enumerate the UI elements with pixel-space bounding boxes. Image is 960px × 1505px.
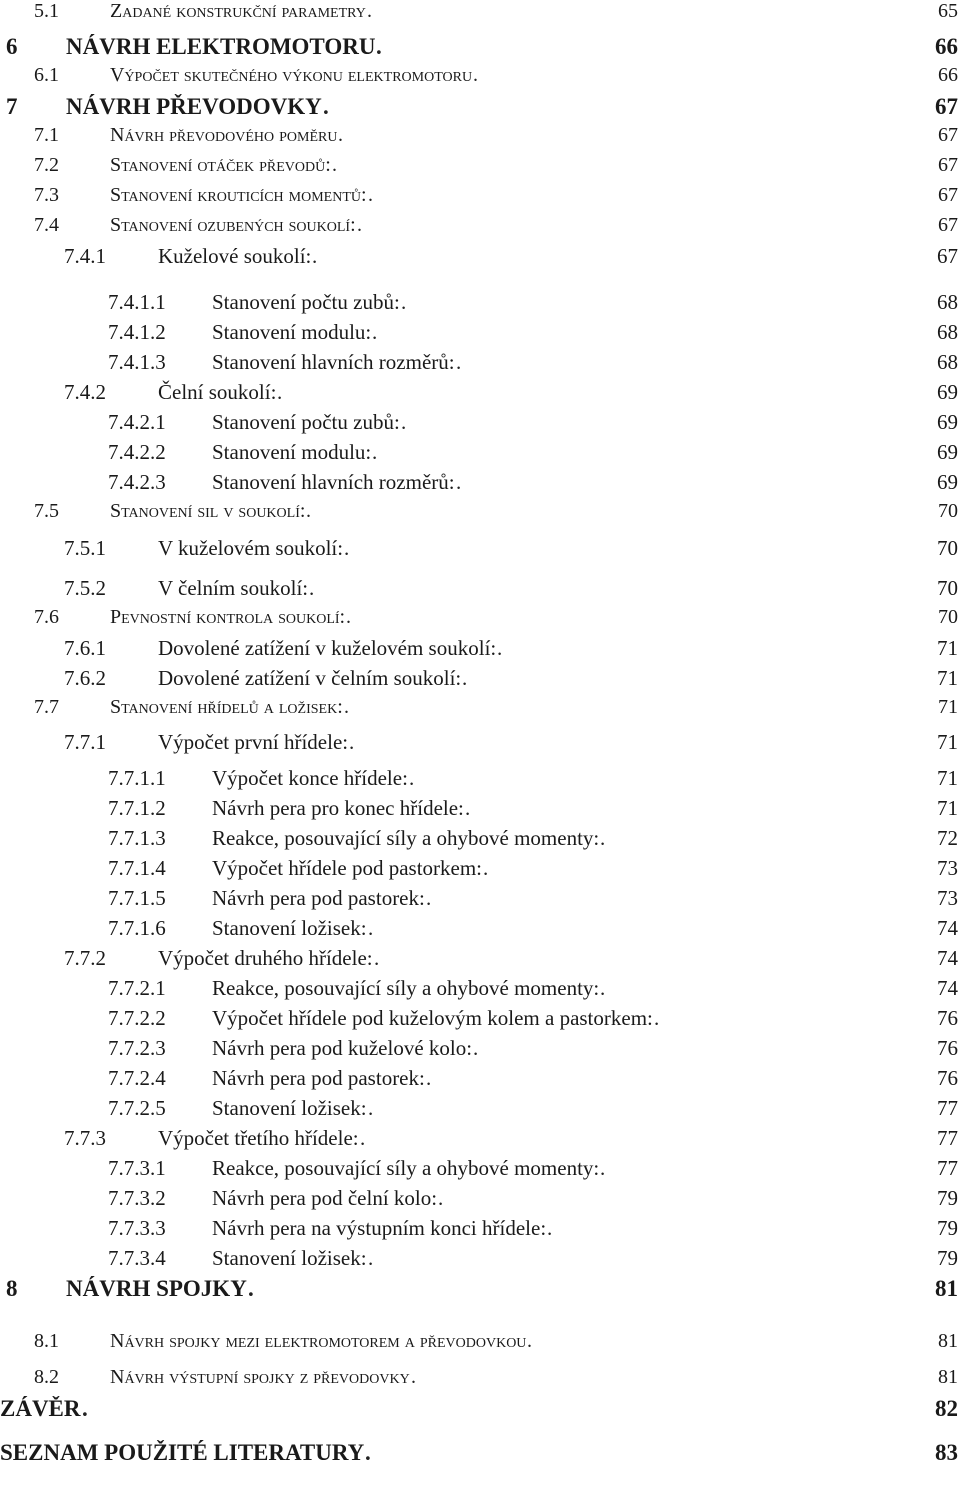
toc-entry[interactable] [0,1216,960,1246]
toc-entry-number: 7.6 [34,606,59,628]
toc-entry-number: 8.2 [34,1366,59,1388]
toc-entry-number: 7.4.1 [64,244,106,268]
toc-entry-page: 66 [935,34,958,59]
toc-dot-leader: . [372,440,378,464]
toc-entry-number: 7.4.1.1 [108,290,166,314]
toc-entry-number: 7.7.1.2 [108,796,166,820]
toc-entry-title: Výpočet konce hřídele: [212,766,408,790]
toc-entry-title: Reakce, posouvající síly a ohybové momenty: [212,826,600,850]
toc-entry-title: V čelním soukolí: [158,576,309,600]
toc-entry-number: 8.1 [34,1330,59,1352]
toc-entry[interactable] [0,154,960,184]
toc-entry[interactable] [0,1096,960,1126]
toc-entry-number: 7.4.1.3 [108,350,166,374]
toc-entry-title: Návrh pera pro konec hřídele: [212,796,464,820]
toc-entry[interactable] [0,826,960,856]
toc-dot-leader: . [248,1276,254,1301]
toc-entry-page: 69 [937,470,958,494]
toc-entry-title: ZÁVĚR [0,1396,81,1421]
toc-entry-title: SEZNAM POUŽITÉ LITERATURY [0,1440,365,1465]
toc-entry[interactable] [0,290,960,320]
toc-dot-leader: . [426,1066,432,1090]
toc-entry-page: 71 [937,666,958,690]
toc-entry-page: 73 [937,856,958,880]
toc-entry[interactable] [0,730,960,760]
toc-entry-page: 67 [938,154,958,176]
toc-entry[interactable] [0,440,960,470]
toc-entry-number: 7.7.1.4 [108,856,166,880]
toc-entry-title: Stanovení počtu zubů: [212,290,400,314]
toc-entry-number: 7.6.2 [64,666,106,690]
toc-entry[interactable] [0,214,960,244]
toc-entry-title: NÁVRH PŘEVODOVKY [66,94,322,119]
toc-entry-page: 70 [938,606,958,628]
toc-entry[interactable] [0,1396,960,1426]
toc-dot-leader: . [426,886,432,910]
toc-entry[interactable] [0,916,960,946]
toc-entry[interactable] [0,1156,960,1186]
toc-entry[interactable] [0,184,960,214]
toc-entry-title: Stanovení sil v soukolí: [110,500,306,522]
toc-dot-leader: . [368,1096,374,1120]
toc-entry-number: 7.2 [34,154,59,176]
toc-dot-leader: . [82,1396,88,1421]
toc-dot-leader: . [376,34,382,59]
toc-entry-page: 79 [937,1216,958,1240]
toc-entry[interactable] [0,1126,960,1156]
toc-entry-number: 7.7.2.5 [108,1096,166,1120]
toc-dot-leader: . [473,64,478,86]
toc-entry[interactable] [0,946,960,976]
toc-entry[interactable] [0,536,960,566]
toc-dot-leader: . [344,696,349,718]
toc-entry-page: 74 [937,976,958,1000]
toc-dot-leader: . [456,350,462,374]
toc-entry-number: 7.7.2.2 [108,1006,166,1030]
toc-entry-number: 7.5 [34,500,59,522]
toc-entry-title: Dovolené zatížení v čelním soukolí: [158,666,462,690]
toc-dot-leader: . [338,124,343,146]
toc-entry-page: 69 [937,380,958,404]
toc-dot-leader: . [401,290,407,314]
toc-dot-leader: . [332,154,337,176]
toc-entry-title: Stanovení hlavních rozměrů: [212,470,455,494]
toc-entry-title: Dovolené zatížení v kuželovém soukolí: [158,636,497,660]
toc-entry-number: 7.5.2 [64,576,106,600]
toc-entry-number: 7.7.3.4 [108,1246,166,1270]
toc-entry-number: 7.7.3.3 [108,1216,166,1240]
toc-entry-number: 7.7.1.5 [108,886,166,910]
toc-dot-leader: . [527,1330,532,1352]
toc-entry[interactable] [0,124,960,154]
toc-entry-page: 70 [937,536,958,560]
toc-entry-page: 67 [935,94,958,119]
toc-entry-number: 7.5.1 [64,536,106,560]
toc-entry-number: 7.4.2.3 [108,470,166,494]
toc-entry-number: 7.7.1.6 [108,916,166,940]
toc-entry-title: Výpočet hřídele pod pastorkem: [212,856,483,880]
toc-entry-number: 6.1 [34,64,59,86]
toc-entry-page: 74 [937,916,958,940]
toc-entry[interactable] [0,94,960,124]
toc-entry[interactable] [0,380,960,410]
toc-entry[interactable] [0,666,960,696]
toc-entry-page: 71 [937,636,958,660]
toc-entry-title: Výpočet skutečného výkonu elektromotoru [110,64,473,86]
toc-entry[interactable] [0,636,960,666]
toc-dot-leader: . [600,976,606,1000]
toc-entry[interactable] [0,1006,960,1036]
toc-entry[interactable] [0,796,960,826]
toc-entry-page: 68 [937,320,958,344]
toc-entry-page: 73 [937,886,958,910]
toc-entry[interactable] [0,320,960,350]
toc-dot-leader: . [411,1366,416,1388]
toc-entry[interactable] [0,976,960,1006]
toc-entry-page: 77 [937,1096,958,1120]
toc-dot-leader: . [462,666,468,690]
toc-entry-title: Návrh spojky mezi elektromotorem a převodovkou [110,1330,527,1352]
toc-entry-page: 70 [937,576,958,600]
toc-entry-title: Čelní soukolí: [158,380,277,404]
toc-dot-leader: . [368,916,374,940]
toc-dot-leader: . [409,766,415,790]
toc-entry-page: 68 [937,290,958,314]
toc-entry-page: 66 [938,64,958,86]
toc-entry[interactable] [0,1066,960,1096]
toc-entry-number: 7.4 [34,214,59,236]
toc-entry-title: Pevnostní kontrola soukolí: [110,606,346,628]
toc-dot-leader: . [277,380,283,404]
toc-dot-leader: . [654,1006,660,1030]
toc-entry[interactable] [0,1330,960,1360]
toc-entry-number: 7.1 [34,124,59,146]
toc-dot-leader: . [374,946,380,970]
toc-entry-page: 76 [937,1006,958,1030]
toc-entry-number: 7.4.2.1 [108,410,166,434]
toc-entry-title: Návrh pera pod pastorek: [212,886,425,910]
toc-entry-number: 8 [6,1276,18,1301]
toc-entry-page: 72 [937,826,958,850]
toc-dot-leader: . [600,826,606,850]
toc-entry[interactable] [0,410,960,440]
toc-dot-leader: . [600,1156,606,1180]
toc-dot-leader: . [349,730,355,754]
toc-entry[interactable] [0,244,960,274]
toc-entry[interactable] [0,1440,960,1470]
toc-entry-page: 74 [937,946,958,970]
toc-dot-leader: . [360,1126,366,1150]
toc-entry-title: Návrh pera pod pastorek: [212,1066,425,1090]
toc-entry-title: Stanovení ozubených soukolí: [110,214,356,236]
toc-entry[interactable] [0,576,960,606]
toc-entry-number: 7 [6,94,18,119]
toc-entry-number: 7.7.1 [64,730,106,754]
toc-entry-title: NÁVRH ELEKTROMOTORU [66,34,376,59]
toc-entry[interactable] [0,696,960,726]
toc-entry-title: Návrh výstupní spojky z převodovky [110,1366,410,1388]
toc-entry-title: Stanovení modulu: [212,440,372,464]
toc-dot-leader: . [365,1440,371,1465]
toc-entry-title: Návrh pera na výstupním konci hřídele: [212,1216,547,1240]
toc-dot-leader: . [357,214,362,236]
toc-dot-leader: . [547,1216,553,1240]
toc-entry[interactable] [0,1366,960,1396]
toc-entry-title: Návrh pera pod čelní kolo: [212,1186,438,1210]
toc-entry[interactable] [0,64,960,94]
toc-entry[interactable] [0,606,960,636]
toc-entry-title: Stanovení ložisek: [212,1096,367,1120]
toc-entry-title: Stanovení ložisek: [212,916,367,940]
toc-entry-page: 67 [938,214,958,236]
toc-entry-page: 68 [937,350,958,374]
toc-dot-leader: . [367,0,372,22]
toc-entry[interactable] [0,766,960,796]
toc-dot-leader: . [438,1186,444,1210]
toc-entry-title: Výpočet druhého hřídele: [158,946,373,970]
toc-entry-page: 71 [938,696,958,718]
toc-entry-number: 7.4.2.2 [108,440,166,464]
toc-dot-leader: . [312,244,318,268]
toc-dot-leader: . [401,410,407,434]
toc-entry-page: 81 [938,1330,958,1352]
toc-entry-title: Návrh převodového poměru [110,124,338,146]
toc-dot-leader: . [473,1036,479,1060]
toc-entry-title: V kuželovém soukolí: [158,536,344,560]
toc-entry-title: Reakce, posouvající síly a ohybové momenty: [212,976,600,1000]
toc-entry-number: 7.3 [34,184,59,206]
toc-entry-title: Stanovení hřídelů a ložisek: [110,696,343,718]
toc-entry[interactable] [0,1246,960,1276]
toc-entry-number: 7.7.2.3 [108,1036,166,1060]
toc-entry-page: 76 [937,1036,958,1060]
toc-entry-page: 83 [935,1440,958,1465]
toc-entry-number: 7.7.3.2 [108,1186,166,1210]
toc-entry-title: NÁVRH SPOJKY [66,1276,247,1301]
toc-dot-leader: . [456,470,462,494]
toc-entry-page: 76 [937,1066,958,1090]
toc-entry-page: 70 [938,500,958,522]
toc-entry-title: Zadané konstrukční parametry [110,0,366,22]
toc-entry-title: Kuželové soukolí: [158,244,312,268]
toc-entry-page: 71 [937,796,958,820]
toc-dot-leader: . [346,606,351,628]
toc-entry-number: 7.7.1.3 [108,826,166,850]
toc-entry-page: 71 [937,730,958,754]
toc-entry-number: 7.7.3 [64,1126,106,1150]
toc-entry[interactable] [0,886,960,916]
toc-entry-page: 81 [938,1366,958,1388]
toc-entry-number: 7.7.1.1 [108,766,166,790]
toc-dot-leader: . [368,1246,374,1270]
toc-entry[interactable] [0,856,960,886]
toc-entry-page: 79 [937,1246,958,1270]
toc-dot-leader: . [368,184,373,206]
toc-entry-title: Stanovení počtu zubů: [212,410,400,434]
toc-entry-title: Stanovení krouticích momentů: [110,184,367,206]
toc-entry-number: 7.7 [34,696,59,718]
toc-entry[interactable] [0,470,960,500]
toc-entry-page: 67 [937,244,958,268]
toc-entry-page: 67 [938,184,958,206]
toc-entry-title: Výpočet první hřídele: [158,730,349,754]
toc-dot-leader: . [497,636,503,660]
toc-entry-page: 65 [938,0,958,22]
toc-entry[interactable] [0,1276,960,1306]
toc-entry-number: 7.7.3.1 [108,1156,166,1180]
toc-entry-number: 7.7.2.4 [108,1066,166,1090]
toc-entry-number: 7.6.1 [64,636,106,660]
toc-entry-title: Stanovení otáček převodů: [110,154,331,176]
toc-entry[interactable] [0,1186,960,1216]
toc-entry-number: 7.7.2.1 [108,976,166,1000]
toc-entry-number: 6 [6,34,18,59]
toc-entry-page: 82 [935,1396,958,1421]
toc-entry-number: 7.7.2 [64,946,106,970]
toc-entry[interactable] [0,350,960,380]
toc-entry-page: 67 [938,124,958,146]
toc-dot-leader: . [323,94,329,119]
toc-dot-leader: . [309,576,315,600]
toc-entry-page: 69 [937,410,958,434]
toc-entry-title: Stanovení hlavních rozměrů: [212,350,455,374]
toc-entry[interactable] [0,500,960,530]
toc-entry-title: Návrh pera pod kuželové kolo: [212,1036,473,1060]
toc-entry-title: Stanovení ložisek: [212,1246,367,1270]
toc-entry-title: Výpočet třetího hřídele: [158,1126,359,1150]
toc-dot-leader: . [465,796,471,820]
toc-entry-title: Stanovení modulu: [212,320,372,344]
toc-entry-title: Reakce, posouvající síly a ohybové momenty: [212,1156,600,1180]
toc-entry-number: 7.4.2 [64,380,106,404]
toc-entry-page: 69 [937,440,958,464]
toc-entry-title: Výpočet hřídele pod kuželovým kolem a pastorkem: [212,1006,653,1030]
toc-entry-page: 77 [937,1156,958,1180]
toc-entry-number: 7.4.1.2 [108,320,166,344]
toc-entry[interactable] [0,1036,960,1066]
toc-entry[interactable] [0,0,960,30]
toc-entry-page: 79 [937,1186,958,1210]
toc-dot-leader: . [344,536,350,560]
toc-entry-page: 81 [935,1276,958,1301]
toc-dot-leader: . [372,320,378,344]
toc-dot-leader: . [306,500,311,522]
toc-entry[interactable] [0,34,960,64]
toc-entry-page: 71 [937,766,958,790]
toc-entry-page: 77 [937,1126,958,1150]
toc-dot-leader: . [483,856,489,880]
toc-entry-number: 5.1 [34,0,59,22]
